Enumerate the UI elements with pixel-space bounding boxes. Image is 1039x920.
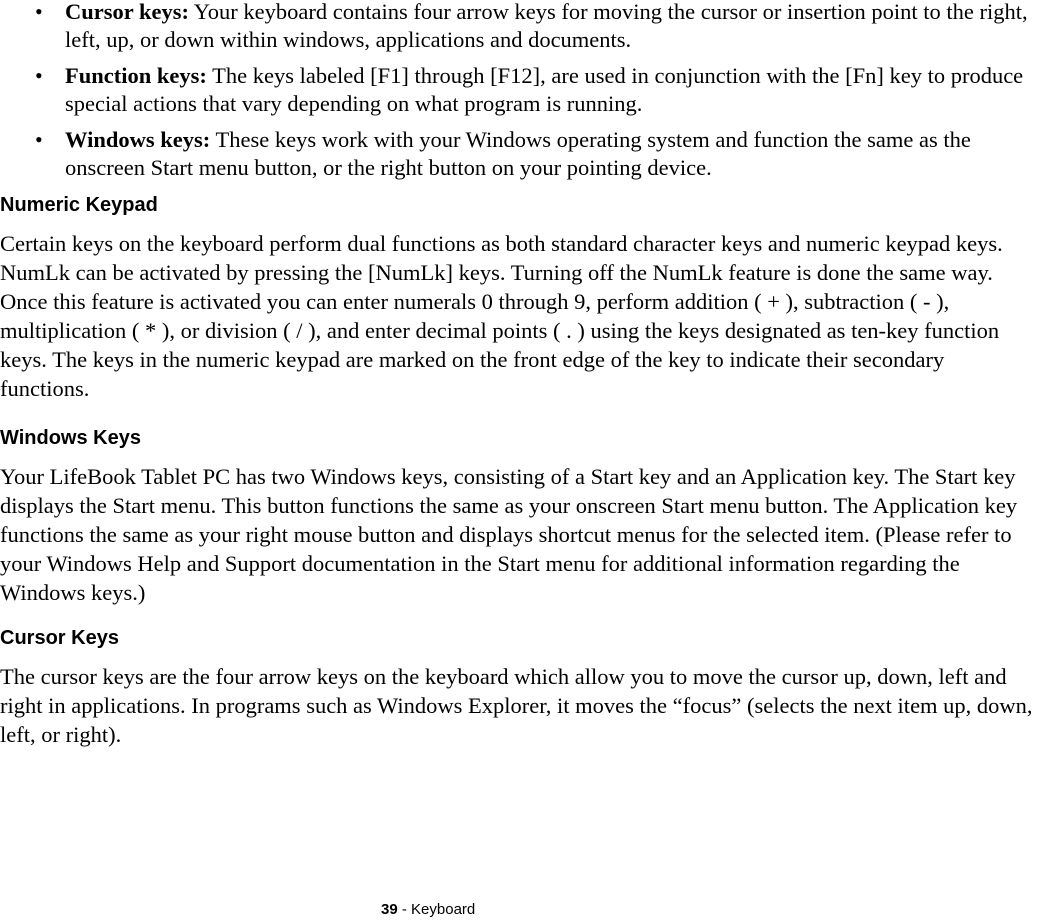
bullet-term: Windows keys: <box>65 127 211 152</box>
footer-chapter: Keyboard <box>411 901 476 918</box>
bullet-text: Your keyboard contains four arrow keys for moving the cursor or insertion point to the right, left, up, or down within windows, applications and documents. <box>65 0 1028 52</box>
section-paragraph: Certain keys on the keyboard perform dual functions as both standard character keys and numeric keypad keys. NumLk can be activated by pressing the [NumLk] keys. Turning off the NumLk feature is done the same way. Once this feature is activated you can enter numerals 0 through 9, perform addition ( + ), subtraction ( - ), multiplication ( * ), or division ( / ), and enter decimal points ( . ) using the keys designated as ten-key function keys. The keys in the numeric keypad are marked on the front edge of the key to indicate their secondary functions. <box>0 231 1003 401</box>
page-footer <box>381 901 475 919</box>
bullet-term: Function keys: <box>65 63 207 88</box>
key-types-bullet-list <box>0 0 1039 190</box>
page-number: 39 <box>381 901 398 918</box>
bullet-dot-icon: • <box>35 0 43 24</box>
section-paragraph: The cursor keys are the four arrow keys on the keyboard which allow you to move the cursor up, down, left and right in applications. In programs such as Windows Explorer, it moves the “focus” (selects the next item up, down, left, or right). <box>0 664 1033 747</box>
section-numeric-keypad <box>0 193 1039 403</box>
section-paragraph: Your LifeBook Tablet PC has two Windows keys, consisting of a Start key and an Application key. The Start key displays the Start menu. This button functions the same as your onscreen Start menu button. The Application key functions the same as your right mouse button and displays shortcut menus for the selected item. (Please refer to your Windows Help and Support documentation in the Start menu for additional information regarding the Windows keys.) <box>0 464 1018 605</box>
bullet-windows-keys <box>0 126 1039 182</box>
section-heading: Cursor Keys <box>0 627 119 649</box>
section-heading: Numeric Keypad <box>0 194 158 216</box>
bullet-function-keys <box>0 62 1039 118</box>
bullet-dot-icon: • <box>35 127 43 152</box>
bullet-text: The keys labeled [F1] through [F12], are used in conjunction with the [Fn] key to produce special actions that vary depending on what program is running. <box>65 63 1024 116</box>
section-windows-keys <box>0 426 1039 607</box>
bullet-cursor-keys <box>0 0 1039 54</box>
bullet-term: Cursor keys: <box>65 0 189 24</box>
bullet-dot-icon: • <box>35 63 43 88</box>
section-heading: Windows Keys <box>0 427 141 449</box>
bullet-text: These keys work with your Windows operating system and function the same as the onscreen Start menu button, or the right button on your pointing device. <box>65 127 971 180</box>
footer-separator: - <box>397 901 412 918</box>
section-cursor-keys <box>0 626 1039 749</box>
